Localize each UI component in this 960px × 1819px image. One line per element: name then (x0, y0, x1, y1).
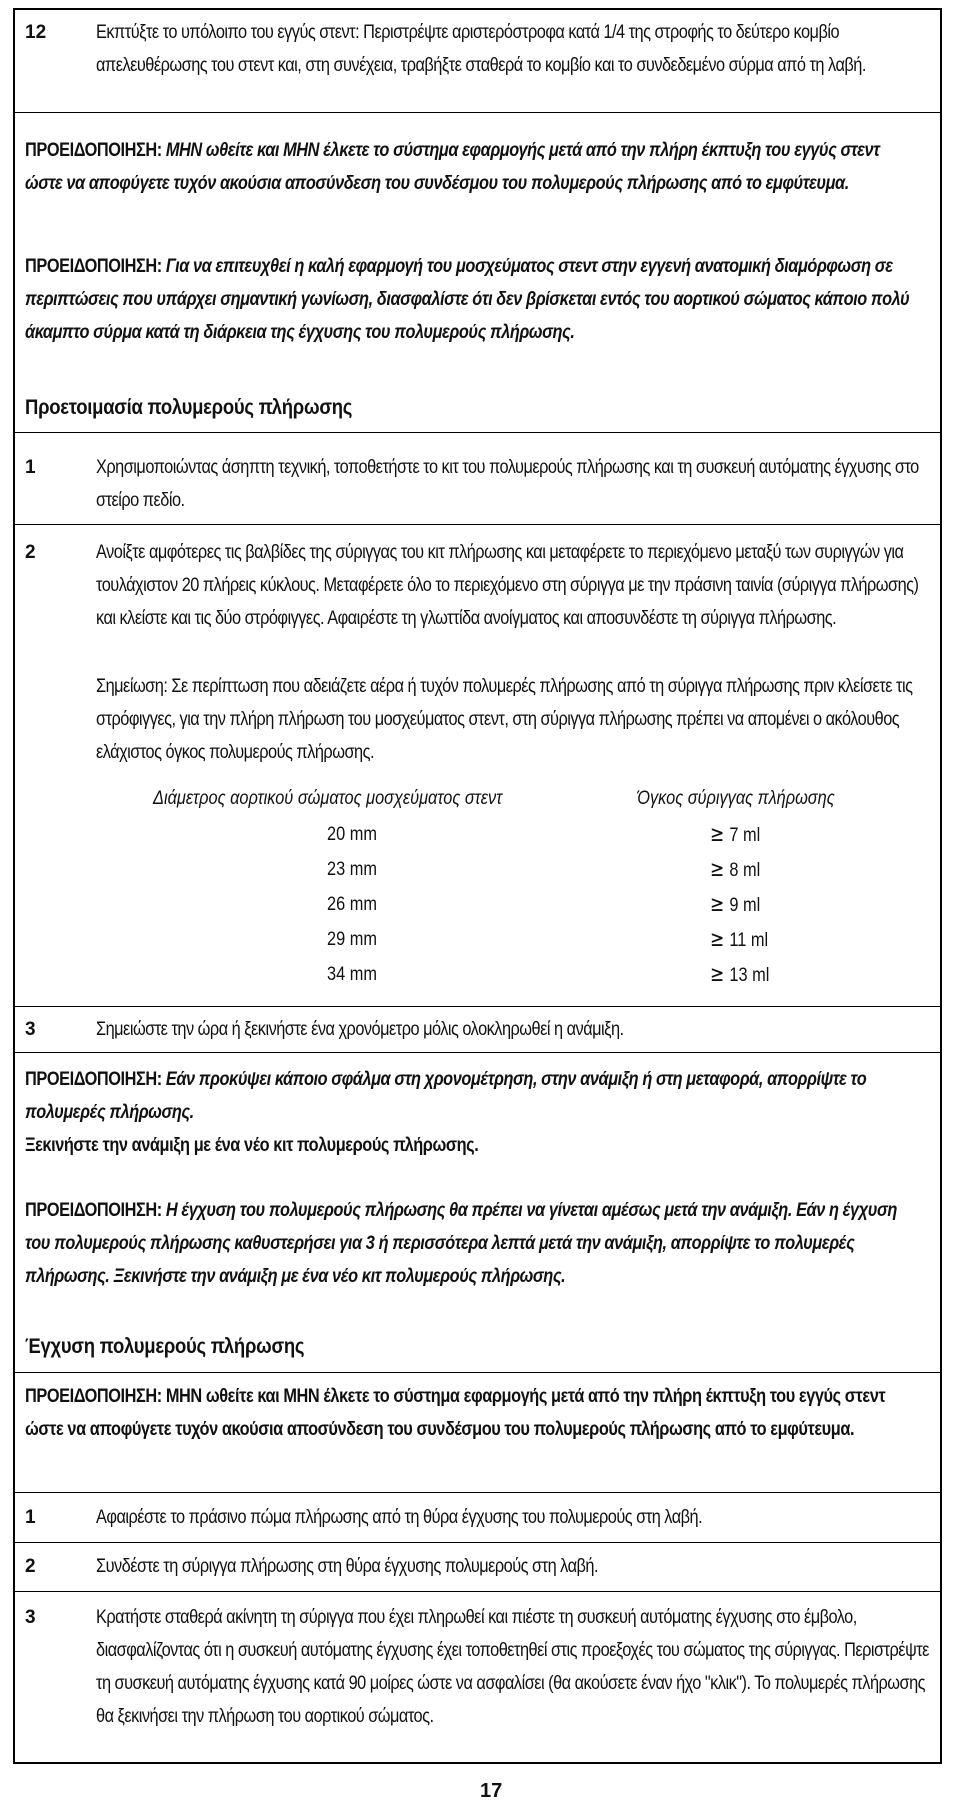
step-number: 2 (25, 542, 36, 563)
section-heading: Έγχυση πολυμερούς πλήρωσης (25, 1335, 305, 1358)
step-text: Χρησιμοποιώντας άσηπτη τεχνική, τοποθετήστε το κιτ του πολυμερούς πλήρωσης και τη συσκευή αυτόματης έγχυσης στο στείρο πεδίο. (96, 457, 919, 511)
divider (15, 432, 940, 433)
table-cell-volume: ≥ 9 ml (710, 892, 761, 917)
step-text: Αφαιρέστε το πράσινο πώμα πλήρωσης από τη θύρα έγχυσης του πολυμερούς στη λαβή. (96, 1507, 703, 1528)
divider (15, 1372, 940, 1373)
warning-label: ΠΡΟΕΙΔΟΠΟΙΗΣΗ: (25, 140, 162, 161)
warning-label: ΠΡΟΕΙΔΟΠΟΙΗΣΗ: (25, 1386, 162, 1407)
warning-block (25, 134, 919, 200)
step-text: Εκπτύξτε το υπόλοιπο του εγγύς στεντ: Περιστρέψτε αριστερόστροφα κατά 1/4 της στροφής το δεύτερο κομβίο απελευθέρωσης του στεντ και, στη συνέχεια, τραβήξτε σταθερά το κομβίο και το συνδεδεμένο σύρμα από τη λαβή. (96, 22, 866, 76)
warning-text: Εάν προκύψει κάποιο σφάλμα στη χρονομέτρηση, στην ανάμιξη ή στη μεταφορά, απορρίψτε το πολυμερές πλήρωσης. (25, 1069, 867, 1123)
table-cell-volume: ≥ 7 ml (710, 822, 761, 847)
note-text: Σημείωση: Σε περίπτωση που αδειάζετε αέρα ή τυχόν πολυμερές πλήρωσης από τη σύριγγα πλήρωσης πριν κλείσετε τις στρόφιγγες, για την πλήρη πλήρωση του μοσχεύματος στεντ, στη σύριγγα πλήρωσης πρέπει να απομένει ο ακόλουθος ελάχιστος όγκος πολυμερούς πλήρωσης. (96, 676, 913, 763)
warning-block (25, 250, 919, 349)
divider (15, 1006, 940, 1007)
page-number: 17 (480, 1780, 503, 1802)
warning-block (25, 1063, 919, 1129)
table-cell-diameter: 23 mm (327, 859, 377, 880)
warning-text: Η έγχυση του πολυμερούς πλήρωσης θα πρέπει να γίνεται αμέσως μετά την ανάμιξη. Εάν η έγχυση του πολυμερούς πλήρωσης καθυστερήσει για 3 ή περισσότερα λεπτά μετά την ανάμιξη, απορρίψτε το πολυμερές πλήρωσης. Ξεκινήστε την ανάμιξη με ένα νέο κιτ πολυμερούς πλήρωσης. (25, 1200, 897, 1287)
warning-text: Για να επιτευχθεί η καλή εφαρμογή του μοσχεύματος στεντ στην εγγενή ανατομική διαμόρφωση σε περιπτώσεις που υπάρχει σημαντική γωνίωση, διασφαλίστε ότι δεν βρίσκεται εντός του αορτικού σώματος κάποιο πολύ άκαμπτο σύρμα κατά τη διάρκεια της έγχυσης του πολυμερούς πλήρωσης. (25, 256, 910, 343)
step-number: 3 (25, 1019, 36, 1040)
divider (15, 1492, 940, 1493)
warning-text: ΜΗΝ ωθείτε και ΜΗΝ έλκετε το σύστημα εφαρμογής μετά από την πλήρη έκπτυξη του εγγύς στεντ ώστε να αποφύγετε τυχόν ακούσια αποσύνδεση του συνδέσμου του πολυμερούς πλήρωσης από το εμφύτευμα. (25, 140, 880, 194)
warning-block (25, 1194, 919, 1293)
table-cell-volume: ≥ 8 ml (710, 857, 761, 882)
step-number: 2 (25, 1556, 36, 1577)
table-cell-diameter: 34 mm (327, 964, 377, 985)
divider (15, 1542, 940, 1543)
step-number: 1 (25, 1507, 36, 1528)
step-number: 12 (25, 22, 47, 43)
step-text: Ανοίξτε αμφότερες τις βαλβίδες της σύριγγας του κιτ πλήρωσης και μεταφέρετε το περιεχόμενο μεταξύ των συριγγών για τουλάχιστον 20 πλήρεις κύκλους. Μεταφέρετε όλο το περιεχόμενο στη σύριγγα με την πράσινη ταινία (σύριγγα πλήρωσης) και κλείστε και τις δύο στρόφιγγες. Αφαιρέστε τη γλωττίδα ανοίγματος και αποσυνδέστε τη σύριγγα πλήρωσης. (96, 542, 919, 629)
warning-text: Ξεκινήστε την ανάμιξη με ένα νέο κιτ πολυμερούς πλήρωσης. (25, 1135, 479, 1156)
step-number: 3 (25, 1607, 36, 1628)
warning-label: ΠΡΟΕΙΔΟΠΟΙΗΣΗ: (25, 1069, 162, 1090)
table-cell-diameter: 26 mm (327, 894, 377, 915)
step-number: 1 (25, 457, 36, 478)
warning-text: ΜΗΝ ωθείτε και ΜΗΝ έλκετε το σύστημα εφαρμογής μετά από την πλήρη έκπτυξη του εγγύς στεντ ώστε να αποφύγετε τυχόν ακούσια αποσύνδεση του συνδέσμου του πολυμερούς πλήρωσης από το εμφύτευμα. (25, 1386, 886, 1440)
table-cell-diameter: 29 mm (327, 929, 377, 950)
warning-label: ΠΡΟΕΙΔΟΠΟΙΗΣΗ: (25, 256, 162, 277)
divider (15, 1591, 940, 1592)
warning-label: ΠΡΟΕΙΔΟΠΟΙΗΣΗ: (25, 1200, 162, 1221)
table-header-volume: Όγκος σύριγγας πλήρωσης (637, 788, 835, 809)
table-cell-volume: ≥ 13 ml (710, 962, 770, 987)
divider (15, 524, 940, 525)
step-text: Κρατήστε σταθερά ακίνητη τη σύριγγα που έχει πληρωθεί και πιέστε τη συσκευή αυτόματης έγχυσης στο έμβολο, διασφαλίζοντας ότι η συσκευή αυτόματης έγχυσης έχει τοποθετηθεί στις προεξοχές του σώματος της σύριγγας. Περιστρέψτε τη συσκευή αυτόματης έγχυσης κατά 90 μοίρες ώστε να ασφαλίσει (θα ακούσετε έναν ήχο "κλικ"). Το πολυμερές πλήρωσης θα ξεκινήσει την πλήρωση του αορτικού σώματος. (96, 1607, 929, 1727)
divider (15, 1052, 940, 1053)
divider (15, 112, 940, 113)
table-cell-diameter: 20 mm (327, 824, 377, 845)
table-cell-volume: ≥ 11 ml (710, 927, 769, 952)
step-text: Συνδέστε τη σύριγγα πλήρωσης στη θύρα έγχυσης πολυμερούς στη λαβή. (96, 1556, 598, 1577)
step-text: Σημειώστε την ώρα ή ξεκινήστε ένα χρονόμετρο μόλις ολοκληρωθεί η ανάμιξη. (96, 1019, 624, 1040)
warning-block (25, 1380, 919, 1446)
section-heading: Προετοιμασία πολυμερούς πλήρωσης (25, 396, 353, 419)
table-header-diameter: Διάμετρος αορτικού σώματος μοσχεύματος στεντ (153, 788, 503, 809)
